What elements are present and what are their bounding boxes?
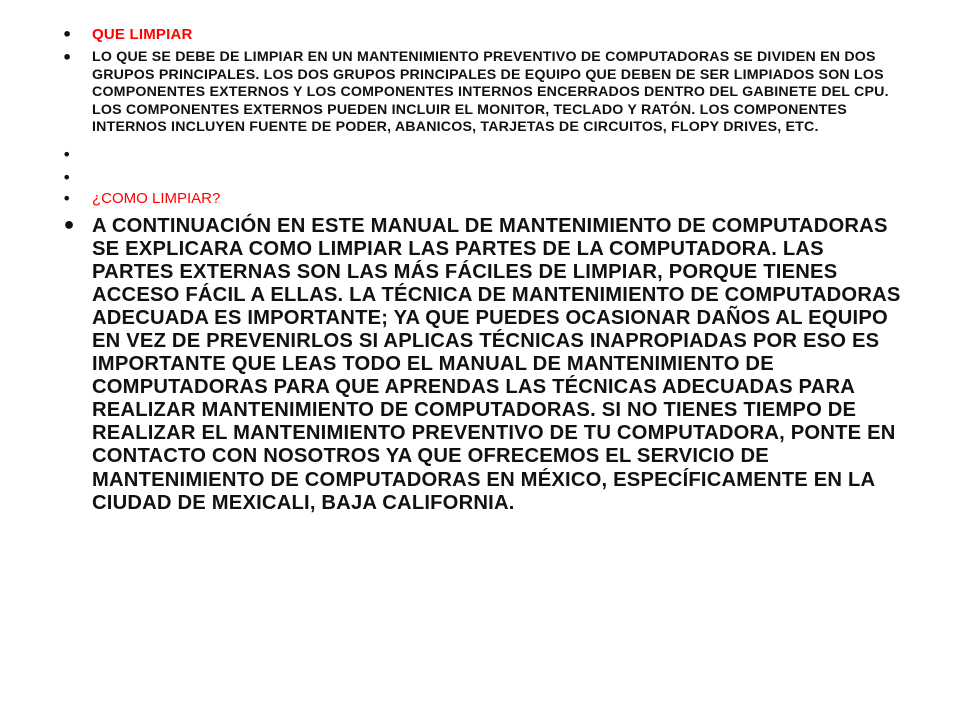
bullet-icon: • (62, 188, 72, 208)
bullet-item-paragraph-groups (62, 49, 902, 137)
bullet-item-empty-2 (62, 166, 902, 189)
bullet-icon: • (62, 144, 72, 164)
bullet-list (62, 26, 902, 515)
bullet-icon: • (62, 48, 73, 67)
bullet-icon: • (62, 167, 72, 187)
bullet-item-paragraph-manual (62, 215, 902, 515)
bullet-item-como-limpiar (62, 190, 902, 208)
heading-como-limpiar: ¿COMO LIMPIAR? (92, 189, 221, 207)
bullet-item-empty-1 (62, 143, 902, 166)
paragraph-manual-mantenimiento: A CONTINUACIÓN EN ESTE MANUAL DE MANTENIMIENTO DE COMPUTADORAS SE EXPLICARA COMO LIMPIAR LAS PARTES DE LA COMPUTADORA. LAS PARTES EXTERNAS SON LAS MÁS FÁCILES DE LIMPIAR, PORQUE TIENES ACCESO FÁCIL A ELLAS. LA TÉCNICA DE MANTENIMIENTO DE COMPUTADORAS ADECUADA ES IMPORTANTE; YA QUE PUEDES OCASIONAR DAÑOS AL EQUIPO EN VEZ DE PREVENIRLOS SI APLICAS TÉCNICAS INAPROPIADAS POR ESO ES IMPORTANTE QUE LEAS TODO EL MANUAL DE MANTENIMIENTO DE COMPUTADORAS PARA QUE APRENDAS LAS TÉCNICAS ADECUADAS PARA REALIZAR MANTENIMIENTO DE COMPUTADORAS. SI NO TIENES TIEMPO DE REALIZAR EL MANTENIMIENTO PREVENTIVO DE TU COMPUTADORA, PONTE EN CONTACTO CON NOSOTROS YA QUE OFRECEMOS EL SERVICIO DE MANTENIMIENTO DE COMPUTADORAS EN MÉXICO, ESPECÍFICAMENTE EN LA CIUDAD DE MEXICALI, BAJA CALIFORNIA. (92, 214, 901, 514)
bullet-icon: • (62, 25, 73, 44)
heading-que-limpiar: QUE LIMPIAR (92, 26, 193, 43)
bullet-item-que-limpiar (62, 26, 902, 44)
paragraph-grupos-principales: LO QUE SE DEBE DE LIMPIAR EN UN MANTENIMIENTO PREVENTIVO DE COMPUTADORAS SE DIVIDEN EN DOS GRUPOS PRINCIPALES. LOS DOS GRUPOS PRINCIPALES DE EQUIPO QUE DEBEN DE SER LIMPIADOS SON LOS COMPONENTES EXTERNOS Y LOS COMPONENTES INTERNOS ENCERRADOS DENTRO DEL GABINETE DEL CPU. LOS COMPONENTES EXTERNOS PUEDEN INCLUIR EL MONITOR, TECLADO Y RATÓN. LOS COMPONENTES INTERNOS INCLUYEN FUENTE DE PODER, ABANICOS, TARJETAS DE CIRCUITOS, FLOPY DRIVES, ETC. (92, 49, 889, 135)
bullet-icon: • (62, 213, 77, 239)
